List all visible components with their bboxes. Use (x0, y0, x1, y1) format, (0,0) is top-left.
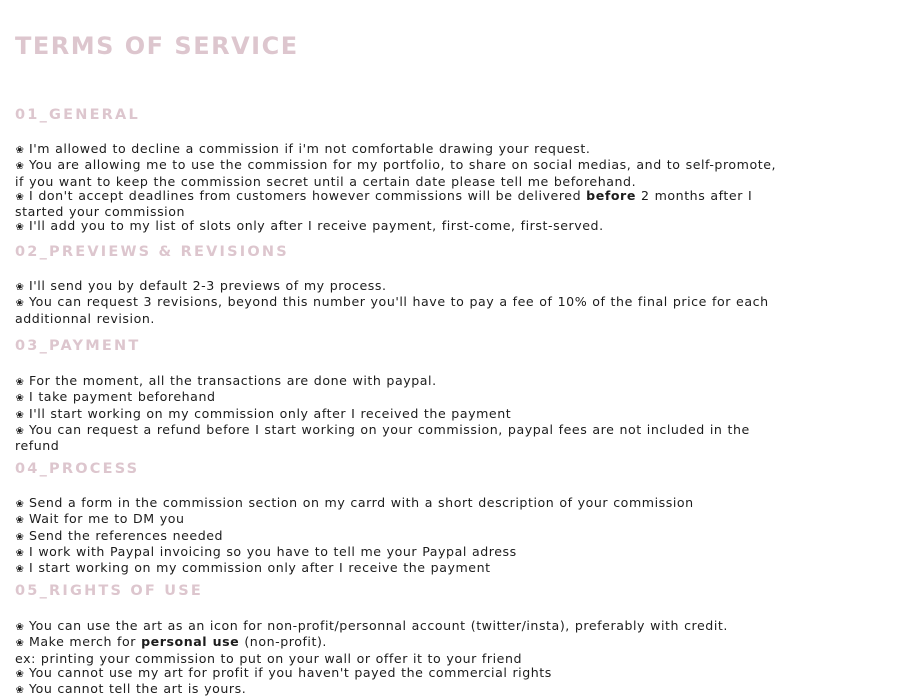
example-line: ex: printing your commission to put on your wall or offer it to your friend (15, 650, 523, 666)
list-item-continuation: if you want to keep the commission secret until a certain date please tell me beforehand. (15, 173, 637, 189)
flower-icon: ❀ (15, 515, 25, 527)
section-heading-payment: 03_PAYMENT (15, 338, 141, 354)
flower-icon: ❀ (15, 145, 25, 156)
section-heading-process: 04_PROCESS (15, 461, 140, 477)
emphasis-before: before (586, 187, 636, 203)
flower-icon: ❀ (15, 531, 25, 543)
flower-icon: ❀ (15, 377, 25, 388)
flower-icon: ❀ (15, 499, 25, 510)
flower-icon: ❀ (15, 564, 25, 576)
list-item: ❀ You can request a refund before I start working on your commission, paypal fees are not included in the (15, 423, 907, 439)
section-heading-rights: 05_RIGHTS OF USE (15, 583, 204, 599)
flower-icon: ❀ (15, 298, 25, 310)
list-item: ❀ Wait for me to DM you (15, 512, 907, 528)
flower-icon: ❀ (15, 668, 25, 680)
list-item: ❀ For the moment, all the transactions are done with paypal. (15, 374, 907, 390)
list-item: ❀ I'm allowed to decline a commission if i'm not comfortable drawing your request. (15, 142, 907, 158)
emphasis-personal-use: personal use (141, 634, 240, 650)
flower-icon: ❀ (15, 622, 25, 633)
list-item-continuation: started your commission (15, 204, 186, 220)
list-item: ❀ I'll send you by default 2-3 previews of my process. (15, 279, 907, 295)
list-item: ❀ Send a form in the commission section on my carrd with a short description of your commission (15, 496, 907, 512)
list-item: ❀ You cannot tell the art is yours. (15, 682, 907, 698)
section-heading-previews: 02_PREVIEWS & REVISIONS (15, 244, 289, 260)
flower-icon: ❀ (15, 393, 25, 405)
general-list (15, 142, 907, 236)
list-item: ❀ You can request 3 revisions, beyond this number you'll have to pay a fee of 10% of the final price for each (15, 295, 907, 311)
flower-icon: ❀ (15, 161, 25, 173)
list-item: ❀ You cannot use my art for profit if you haven't payed the commercial rights (15, 666, 907, 682)
flower-icon: ❀ (15, 547, 25, 559)
list-item: ❀ I don't accept deadlines from customers however commissions will be delivered before 2 months after I (15, 189, 907, 205)
flower-icon: ❀ (15, 425, 25, 437)
section-heading-general: 01_GENERAL (15, 107, 140, 123)
flower-icon: ❀ (15, 282, 25, 293)
previews-list (15, 279, 907, 326)
list-item: ❀ You can use the art as an icon for non-profit/personnal account (twitter/insta), preferably with credit. (15, 619, 907, 635)
list-item: ❀ Make merch for personal use (non-profit). (15, 635, 907, 651)
list-item-continuation: additionnal revision. (15, 310, 155, 326)
flower-icon: ❀ (15, 222, 25, 234)
rights-list (15, 619, 907, 698)
process-list (15, 496, 907, 577)
flower-icon: ❀ (15, 685, 25, 697)
list-item: ❀ I'll start working on my commission only after I received the payment (15, 407, 907, 423)
flower-icon: ❀ (15, 191, 25, 203)
list-item: ❀ I take payment beforehand (15, 390, 907, 406)
flower-icon: ❀ (15, 409, 25, 421)
list-item: ❀ You are allowing me to use the commission for my portfolio, to share on social medias, and to self-promote, (15, 158, 907, 174)
list-item: ❀ I work with Paypal invoicing so you have to tell me your Paypal adress (15, 545, 907, 561)
page-title: TERMS OF SERVICE (15, 32, 299, 60)
payment-list (15, 374, 907, 453)
list-item: ❀ Send the references needed (15, 529, 907, 545)
list-item: ❀ I start working on my commission only after I receive the payment (15, 561, 907, 577)
list-item: ❀ I'll add you to my list of slots only after I receive payment, first-come, first-served. (15, 219, 907, 235)
flower-icon: ❀ (15, 638, 25, 650)
list-item-continuation: refund (15, 438, 60, 454)
